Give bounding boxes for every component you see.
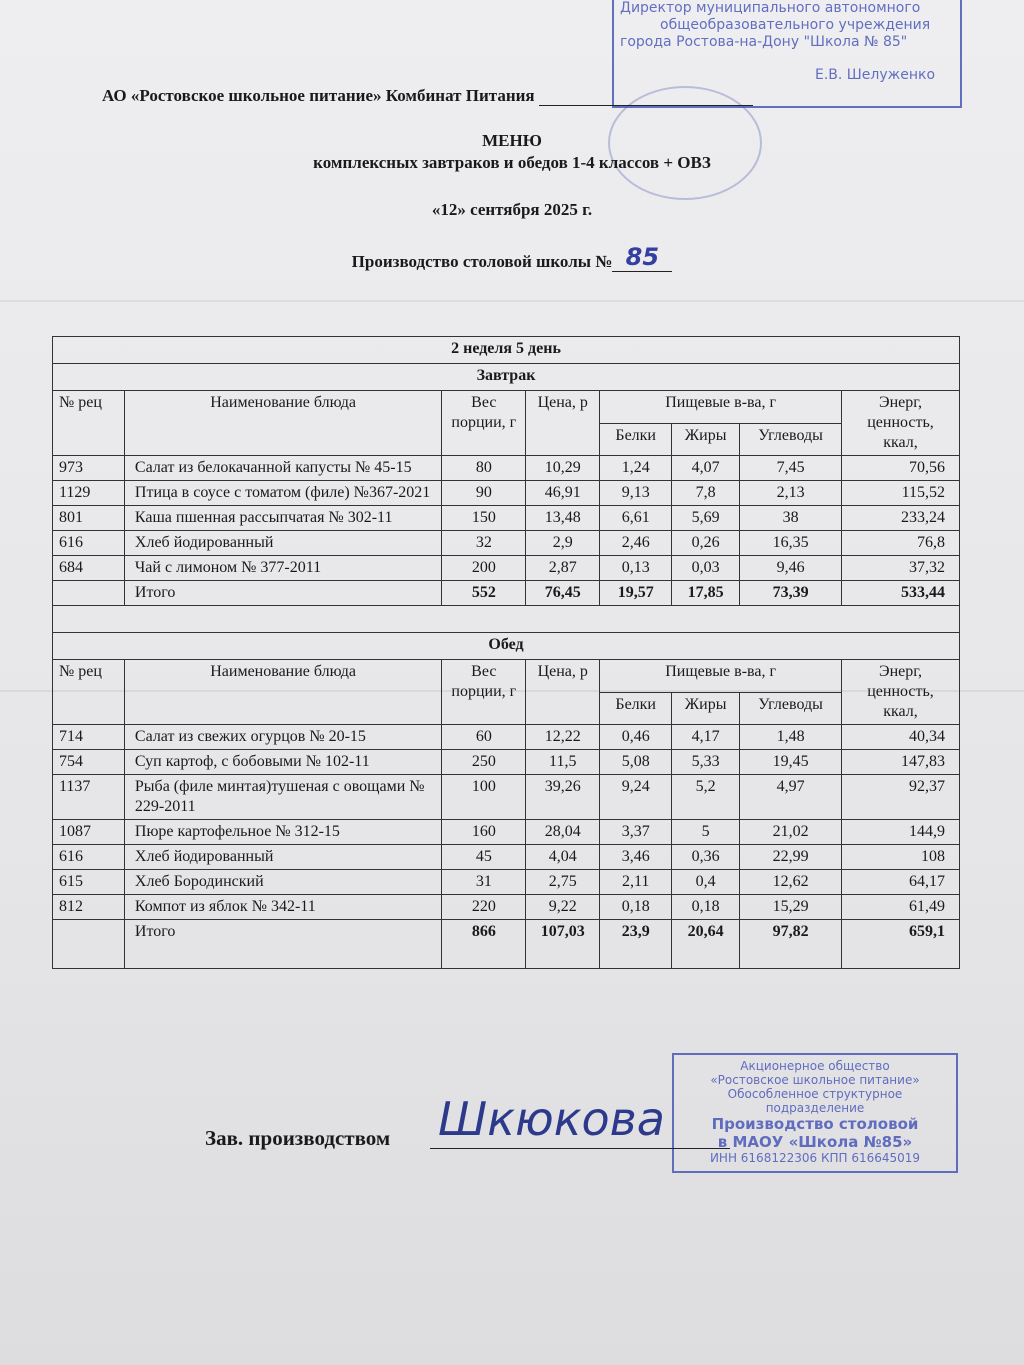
row-protein: 5,08 (600, 750, 672, 775)
col-protein-header: Белки (600, 423, 672, 456)
row-weight: 32 (442, 531, 526, 556)
row-name: Салат из свежих огурцов № 20-15 (124, 725, 441, 750)
row-price: 28,04 (526, 820, 600, 845)
table-row (53, 531, 960, 556)
row-energy: 37,32 (842, 556, 960, 581)
row-num: 801 (53, 506, 125, 531)
col-weight-header: Вес порции, г (442, 660, 526, 725)
row-energy: 115,52 (842, 481, 960, 506)
organization-name: АО «Ростовское школьное питание» Комбинат Питания (102, 86, 535, 105)
row-energy: 61,49 (842, 895, 960, 920)
menu-table (52, 336, 960, 969)
col-energy-header: Энерг, ценность, ккал, (842, 391, 960, 456)
row-name: Каша пшенная рассыпчатая № 302-11 (124, 506, 441, 531)
row-fat: 0,03 (672, 556, 740, 581)
stamp-line: ИНН 6168122306 КПП 616645019 (709, 1151, 921, 1165)
col-nutrients-header: Пищевые в-ва, г (600, 660, 842, 693)
lunch-title-row (53, 633, 960, 660)
row-protein: 1,24 (600, 456, 672, 481)
row-carbs: 1,48 (740, 725, 842, 750)
footer-signature-line (205, 1126, 390, 1151)
row-num: 684 (53, 556, 125, 581)
menu-title: МЕНЮ (482, 131, 542, 150)
row-carbs: 7,45 (740, 456, 842, 481)
col-fat-header: Жиры (672, 423, 740, 456)
stamp-signer: Е.В. Шелуженко (815, 67, 936, 83)
row-fat: 0,18 (672, 895, 740, 920)
row-weight: 45 (442, 845, 526, 870)
row-num: 616 (53, 531, 125, 556)
col-nutrients-header: Пищевые в-ва, г (600, 391, 842, 424)
row-carbs: 22,99 (740, 845, 842, 870)
col-name-header: Наименование блюда (124, 391, 441, 456)
lunch-header-row (53, 660, 960, 693)
row-fat: 4,07 (672, 456, 740, 481)
stamp-line: города Ростова-на-Дону "Школа № 85" (620, 34, 908, 50)
total-energy: 659,1 (842, 920, 960, 969)
stamp-line: Производство столовой (711, 1115, 919, 1133)
row-weight: 160 (442, 820, 526, 845)
row-price: 2,87 (526, 556, 600, 581)
table-row (53, 506, 960, 531)
row-carbs: 9,46 (740, 556, 842, 581)
row-price: 2,75 (526, 870, 600, 895)
row-price: 12,22 (526, 725, 600, 750)
row-name: Компот из яблок № 342-11 (124, 895, 441, 920)
breakfast-header-row (53, 391, 960, 424)
row-carbs: 16,35 (740, 531, 842, 556)
total-fat: 17,85 (672, 581, 740, 606)
col-price-header: Цена, р (526, 660, 600, 725)
col-num-header: № рец (53, 391, 125, 456)
row-weight: 100 (442, 775, 526, 820)
col-weight-header: Вес порции, г (442, 391, 526, 456)
row-price: 39,26 (526, 775, 600, 820)
row-price: 2,9 (526, 531, 600, 556)
row-energy: 144,9 (842, 820, 960, 845)
row-protein: 2,11 (600, 870, 672, 895)
row-fat: 7,8 (672, 481, 740, 506)
table-row (53, 820, 960, 845)
col-carbs-header: Углеводы (740, 692, 842, 725)
row-num: 615 (53, 870, 125, 895)
row-fat: 0,26 (672, 531, 740, 556)
total-num-empty (53, 920, 125, 969)
row-name: Чай с лимоном № 377-2011 (124, 556, 441, 581)
row-weight: 80 (442, 456, 526, 481)
total-energy: 533,44 (842, 581, 960, 606)
total-fat: 20,64 (672, 920, 740, 969)
lunch-title: Обед (53, 633, 960, 660)
row-name: Салат из белокачанной капусты № 45-15 (124, 456, 441, 481)
total-label: Итого (124, 581, 441, 606)
row-carbs: 2,13 (740, 481, 842, 506)
row-protein: 6,61 (600, 506, 672, 531)
week-day-row (53, 337, 960, 364)
menu-subtitle: комплексных завтраков и обедов 1-4 классов + ОВЗ (313, 153, 711, 172)
production-line (0, 243, 1024, 272)
row-name: Суп картоф, с бобовыми № 102-11 (124, 750, 441, 775)
row-carbs: 12,62 (740, 870, 842, 895)
row-name: Хлеб Бородинский (124, 870, 441, 895)
col-fat-header: Жиры (672, 692, 740, 725)
table-row (53, 725, 960, 750)
signature-line (430, 1148, 730, 1149)
row-price: 4,04 (526, 845, 600, 870)
stamp-line: общеобразовательного учреждения (660, 17, 931, 33)
row-name: Пюре картофельное № 312-15 (124, 820, 441, 845)
spacer-row (53, 606, 960, 633)
total-carbs: 73,39 (740, 581, 842, 606)
stamp-line: Директор муниципального автономного (620, 0, 921, 16)
spacer-cell (53, 606, 960, 633)
row-energy: 233,24 (842, 506, 960, 531)
stamp-line: в МАОУ «Школа №85» (717, 1133, 913, 1151)
row-energy: 147,83 (842, 750, 960, 775)
row-fat: 4,17 (672, 725, 740, 750)
row-fat: 5,33 (672, 750, 740, 775)
row-weight: 60 (442, 725, 526, 750)
row-weight: 200 (442, 556, 526, 581)
total-price: 76,45 (526, 581, 600, 606)
stamp-line: «Ростовское школьное питание» (710, 1073, 920, 1087)
row-energy: 92,37 (842, 775, 960, 820)
production-stamp (672, 1053, 958, 1173)
footer-label: Зав. производством (205, 1126, 391, 1150)
row-name: Рыба (филе минтая)тушеная с овощами № 229-2011 (124, 775, 441, 820)
row-fat: 5 (672, 820, 740, 845)
row-protein: 9,24 (600, 775, 672, 820)
table-row (53, 481, 960, 506)
breakfast-total-row (53, 581, 960, 606)
row-price: 9,22 (526, 895, 600, 920)
col-energy-header: Энерг, ценность, ккал, (842, 660, 960, 725)
row-protein: 0,13 (600, 556, 672, 581)
row-weight: 150 (442, 506, 526, 531)
row-weight: 90 (442, 481, 526, 506)
table-row (53, 870, 960, 895)
menu-date: «12» сентября 2025 г. (431, 200, 593, 219)
row-price: 11,5 (526, 750, 600, 775)
row-protein: 0,46 (600, 725, 672, 750)
table-row (53, 775, 960, 820)
total-price: 107,03 (526, 920, 600, 969)
table-row (53, 456, 960, 481)
row-energy: 108 (842, 845, 960, 870)
stamp-line: Акционерное общество (740, 1059, 890, 1073)
row-protein: 9,13 (600, 481, 672, 506)
row-protein: 3,46 (600, 845, 672, 870)
row-energy: 76,8 (842, 531, 960, 556)
total-protein: 19,57 (600, 581, 672, 606)
row-protein: 0,18 (600, 895, 672, 920)
row-protein: 3,37 (600, 820, 672, 845)
row-price: 10,29 (526, 456, 600, 481)
row-weight: 220 (442, 895, 526, 920)
row-price: 13,48 (526, 506, 600, 531)
row-name: Хлеб йодированный (124, 845, 441, 870)
row-num: 812 (53, 895, 125, 920)
row-weight: 31 (442, 870, 526, 895)
table-row (53, 895, 960, 920)
row-energy: 70,56 (842, 456, 960, 481)
paper-fold (0, 300, 1024, 302)
row-num: 616 (53, 845, 125, 870)
total-weight: 552 (442, 581, 526, 606)
organization-signature-blank (539, 87, 753, 106)
row-protein: 2,46 (600, 531, 672, 556)
lunch-total-row (53, 920, 960, 969)
row-name: Птица в соусе с томатом (филе) №367-2021 (124, 481, 441, 506)
week-day-title: 2 неделя 5 день (53, 337, 960, 364)
row-num: 1137 (53, 775, 125, 820)
total-num-empty (53, 581, 125, 606)
row-weight: 250 (442, 750, 526, 775)
school-number-handwritten: 85 (612, 243, 672, 272)
row-carbs: 19,45 (740, 750, 842, 775)
col-carbs-header: Углеводы (740, 423, 842, 456)
table-row (53, 845, 960, 870)
total-label: Итого (124, 920, 441, 969)
col-num-header: № рец (53, 660, 125, 725)
row-name: Хлеб йодированный (124, 531, 441, 556)
breakfast-title: Завтрак (53, 364, 960, 391)
row-num: 714 (53, 725, 125, 750)
table-row (53, 750, 960, 775)
row-carbs: 21,02 (740, 820, 842, 845)
row-fat: 0,36 (672, 845, 740, 870)
row-num: 1087 (53, 820, 125, 845)
handwritten-signature: Шкюкова (438, 1092, 665, 1146)
row-fat: 5,69 (672, 506, 740, 531)
row-num: 754 (53, 750, 125, 775)
total-protein: 23,9 (600, 920, 672, 969)
row-carbs: 4,97 (740, 775, 842, 820)
production-label: Производство столовой школы № (351, 252, 613, 271)
col-price-header: Цена, р (526, 391, 600, 456)
row-price: 46,91 (526, 481, 600, 506)
row-fat: 5,2 (672, 775, 740, 820)
total-weight: 866 (442, 920, 526, 969)
stamp-line: Обособленное структурное подразделение (727, 1087, 903, 1115)
col-protein-header: Белки (600, 692, 672, 725)
row-energy: 64,17 (842, 870, 960, 895)
row-carbs: 15,29 (740, 895, 842, 920)
row-energy: 40,34 (842, 725, 960, 750)
row-carbs: 38 (740, 506, 842, 531)
row-num: 1129 (53, 481, 125, 506)
total-carbs: 97,82 (740, 920, 842, 969)
organization-line (102, 86, 753, 106)
breakfast-title-row (53, 364, 960, 391)
table-row (53, 556, 960, 581)
row-num: 973 (53, 456, 125, 481)
row-fat: 0,4 (672, 870, 740, 895)
col-name-header: Наименование блюда (124, 660, 441, 725)
